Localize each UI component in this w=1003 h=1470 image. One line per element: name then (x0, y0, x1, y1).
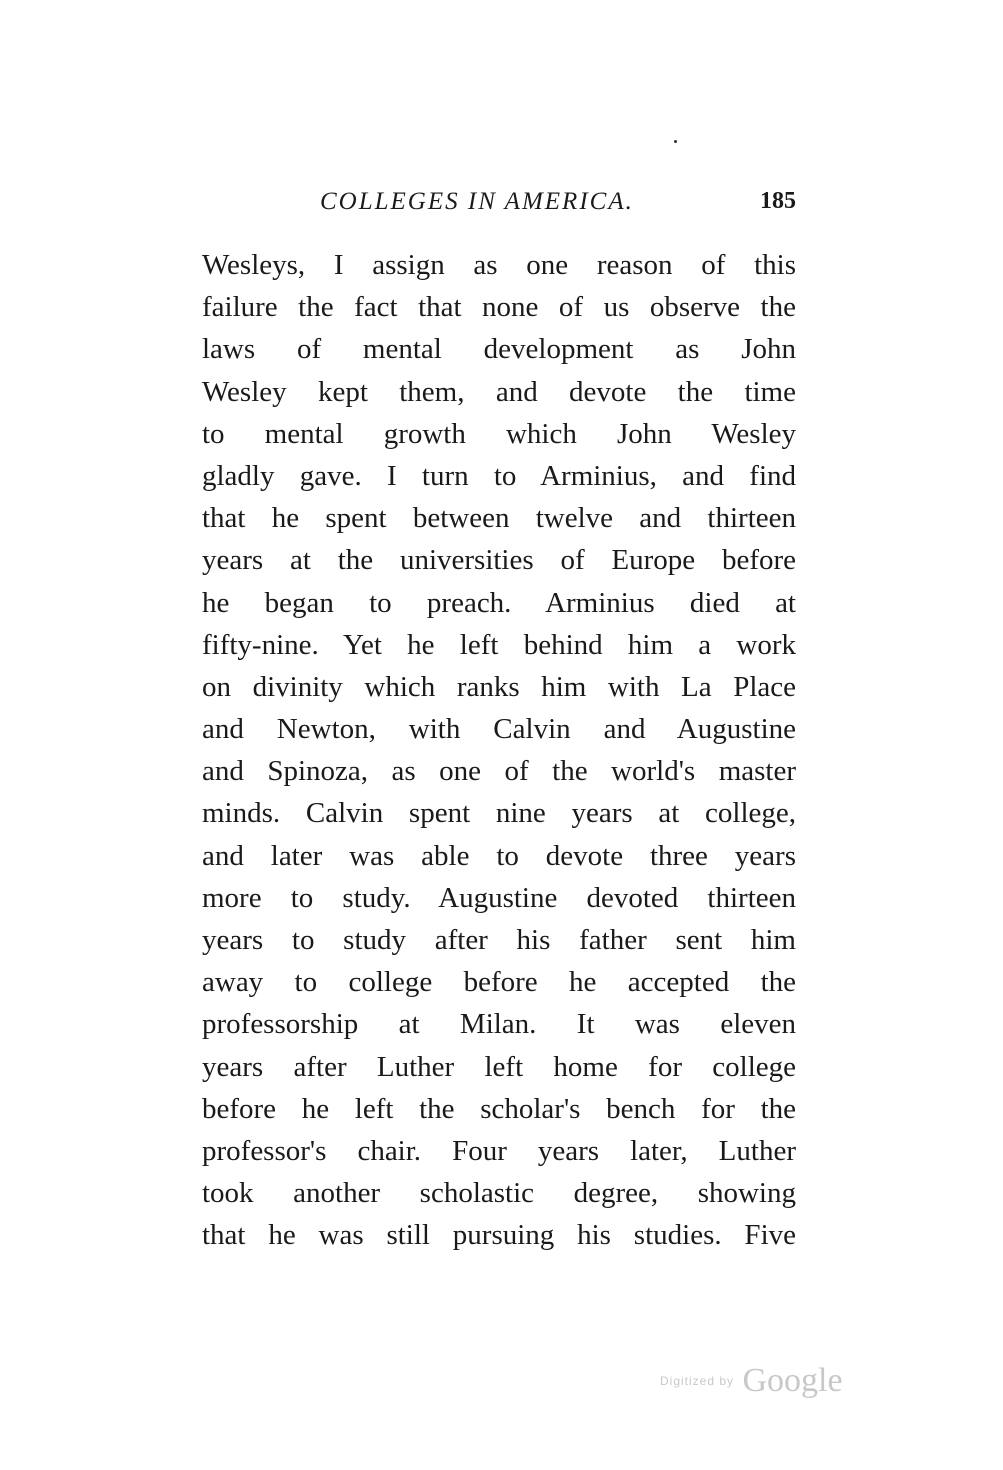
print-speck (674, 140, 677, 143)
text-line: years at the universities of Europe before (202, 544, 796, 577)
text-line: away to college before he accepted the (202, 966, 796, 999)
text-line: that he was still pursuing his studies. Five (202, 1219, 796, 1252)
text-line: professor's chair. Four years later, Luther (202, 1134, 796, 1167)
text-line: failure the fact that none of us observe the (202, 291, 796, 324)
text-line: that he spent between twelve and thirteen (202, 502, 796, 535)
running-title: COLLEGES IN AMERICA. (320, 188, 634, 215)
text-line: Wesleys, I assign as one reason of this (202, 249, 796, 281)
google-logo: Google (742, 1362, 843, 1399)
text-line: years after Luther left home for college (202, 1050, 796, 1083)
body-text (202, 244, 796, 1257)
text-line: more to study. Augustine devoted thirteen (202, 881, 796, 914)
text-line: and Newton, with Calvin and Augustine (202, 713, 796, 746)
text-line: professorship at Milan. It was eleven (202, 1008, 796, 1041)
text-line: to mental growth which John Wesley (202, 417, 796, 450)
watermark-prefix: Digitized by (660, 1374, 735, 1388)
text-line: Wesley kept them, and devote the time (202, 375, 796, 408)
text-line: and Spinoza, as one of the world's master (202, 755, 796, 788)
text-line: took another scholastic degree, showing (202, 1177, 796, 1210)
text-line: fifty-nine. Yet he left behind him a work (202, 628, 796, 661)
text-line: before he left the scholar's bench for the (202, 1092, 796, 1125)
text-line: he began to preach. Arminius died at (202, 586, 796, 619)
text-line: on divinity which ranks him with La Place (202, 670, 796, 703)
digitized-by-watermark (660, 1362, 843, 1400)
text-line: minds. Calvin spent nine years at college, (202, 797, 796, 830)
running-head (200, 188, 796, 220)
text-line: years to study after his father sent him (202, 924, 796, 956)
page-number: 185 (760, 188, 796, 214)
text-line: laws of mental development as John (202, 333, 796, 366)
text-line: gladly gave. I turn to Arminius, and find (202, 459, 796, 492)
text-line: and later was able to devote three years (202, 839, 796, 872)
